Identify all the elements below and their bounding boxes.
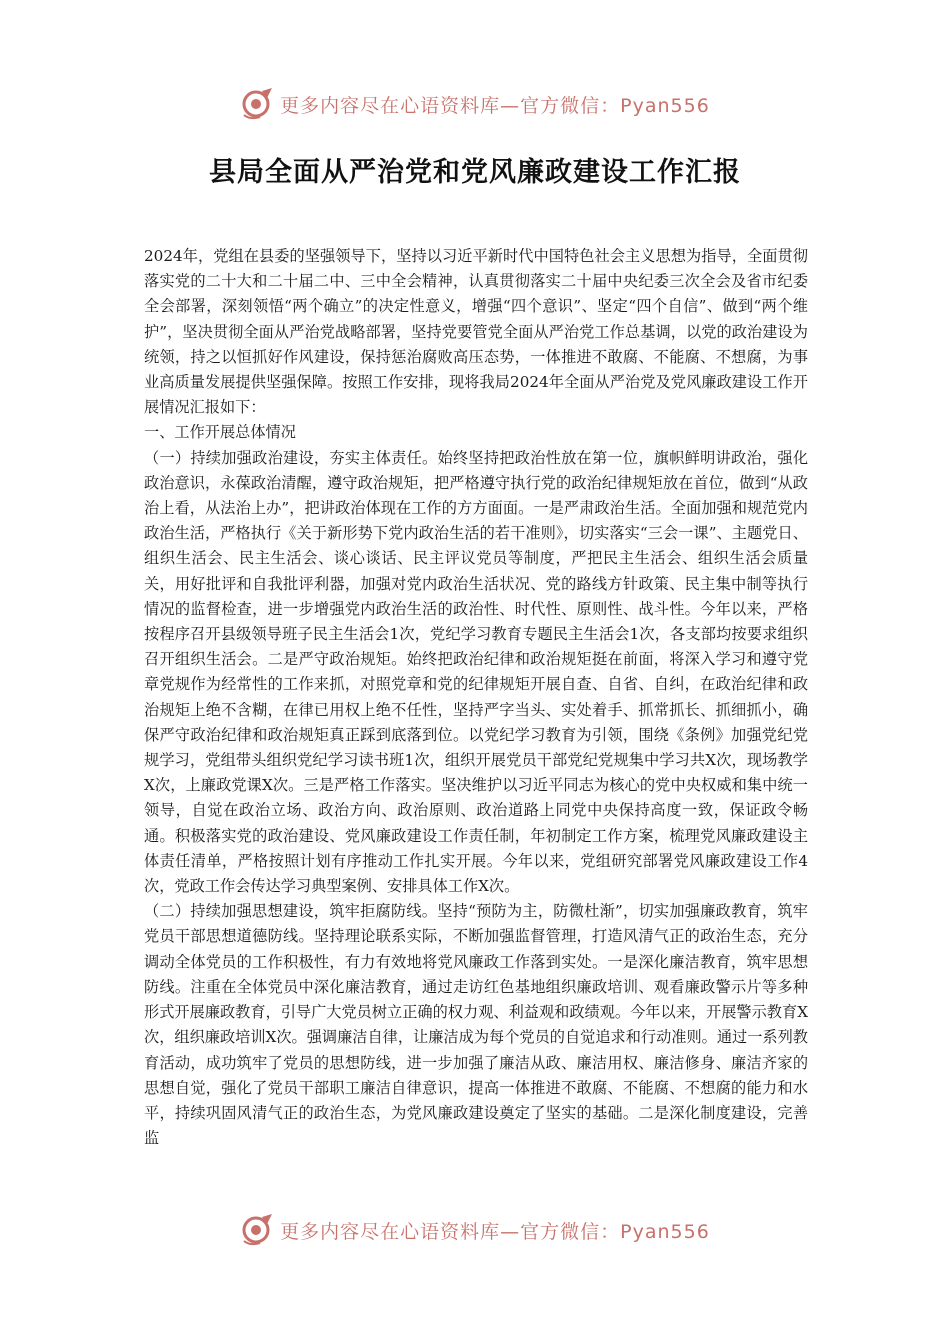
document-title: 县局全面从严治党和党风廉政建设工作汇报 (209, 157, 741, 188)
brush-logo-icon (240, 87, 274, 121)
brush-logo-icon (240, 1213, 274, 1247)
watermark-text: 更多内容尽在心语资料库—官方微信：Pyan556 (280, 1220, 710, 1243)
body-paragraph: （一）持续加强政治建设，夯实主体责任。始终坚持把政治性放在第一位，旗帜鲜明讲政治，强化政治意识，永葆政治清醒，遵守政治规矩，把严格遵守执行党的政治纪律规矩放在首位，做到“从政治上看，从法治上办”，把讲政治体现在工作的方方面面。一是严肃政治生活。全面加强和规范党内政治生活，严格执行《关于新形势下党内政治生活的若干准则》，切实落实“三会一课”、主题党日、组织生活会、民主生活会、谈心谈话、民主评议党员等制度，严把民主生活会、组织生活会质量关，用好批评和自我批评利器，加强对党内政治生活状况、党的路线方针政策、民主集中制等执行情况的监督检查，进一步增强党内政治生活的政治性、时代性、原则性、战斗性。今年以来，严格按程序召开县级领导班子民主生活会1次，党纪学习教育专题民主生活会1次，各支部均按要求组织召开组织生活会。二是严守政治规矩。始终把政治纪律和政治规矩挺在前面，将深入学习和遵守党章党规作为经常性的工作来抓，对照党章和党的纪律规矩开展自查、自省、自纠，在政治纪律和政治规矩上绝不含糊，在律已用权上绝不任性，坚持严字当头、实处着手、抓常抓长、抓细抓小，确保严守政治纪律和政治规矩真正踩到底落到位。以党纪学习教育为引领，围绕《条例》加强党纪党规学习，党组带头组织党纪学习读书班1次，组织开展党员干部党纪党规集中学习共X次，现场教学X次，上廉政党课X次。三是严格工作落实。坚决维护以习近平同志为核心的党中央权威和集中统一领导，自觉在政治立场、政治方向、政治原则、政治道路上同党中央保持高度一致，保证政令畅通。积极落实党的政治建设、党风廉政建设工作责任制，年初制定工作方案，梳理党风廉政建设主体责任清单，严格按照计划有序推动工作扎实开展。今年以来，党组研究部署党风廉政建设工作4次，党政工作会传达学习典型案例、安排具体工作X次。 (144, 448, 808, 896)
intro-paragraph: 2024年，党组在县委的坚强领导下，坚持以习近平新时代中国特色社会主义思想为指导，全面贯彻落实党的二十大和二十届二中、三中全会精神，认真贯彻落实二十届中央纪委三次全会及省市纪委全会部署，深刻领悟“两个确立”的决定性意义，增强“四个意识”、坚定“四个自信”、做到“两个维护”，坚决贯彻全面从严治党战略部署，坚持党要管党全面从严治党工作总基调，以党的政治建设为统领，持之以恒抓好作风建设，保持惩治腐败高压态势，一体推进不敢腐、不能腐、不想腐，为事业高质量发展提供坚强保障。按照工作安排，现将我局2024年全面从严治党及党风廉政建设工作开展情况汇报如下： (144, 247, 808, 417)
watermark-banner-top (0, 82, 950, 126)
section-heading: 一、工作开展总体情况 (144, 423, 296, 442)
body-paragraph: （二）持续加强思想建设，筑牢拒腐防线。坚持“预防为主，防微杜渐”，切实加强廉政教育，筑牢党员干部思想道德防线。坚持理论联系实际，不断加强监督管理，打造风清气正的政治生态，充分调动全体党员的工作积极性，有力有效地将党风廉政工作落到实处。一是深化廉洁教育，筑牢思想防线。注重在全体党员中深化廉洁教育，通过走访红色基地组织廉政培训、观看廉政警示片等多种形式开展廉政教育，引导广大党员树立正确的权力观、利益观和政绩观。今年以来，开展警示教育X次，组织廉政培训X次。强调廉洁自律，让廉洁成为每个党员的自觉追求和行动准则。通过一系列教育活动，成功筑牢了党员的思想防线，进一步加强了廉洁从政、廉洁用权、廉洁修身、廉洁齐家的思想自觉，强化了党员干部职工廉洁自律意识，提高一体推进不敢腐、不能腐、不想腐的能力和水平，持续巩固风清气正的政治生态，为党风廉政建设奠定了坚实的基础。二是深化制度建设，完善监 (144, 902, 808, 1148)
document-body (144, 244, 808, 1151)
watermark-text: 更多内容尽在心语资料库—官方微信：Pyan556 (280, 94, 710, 117)
watermark-banner-bottom (0, 1208, 950, 1252)
